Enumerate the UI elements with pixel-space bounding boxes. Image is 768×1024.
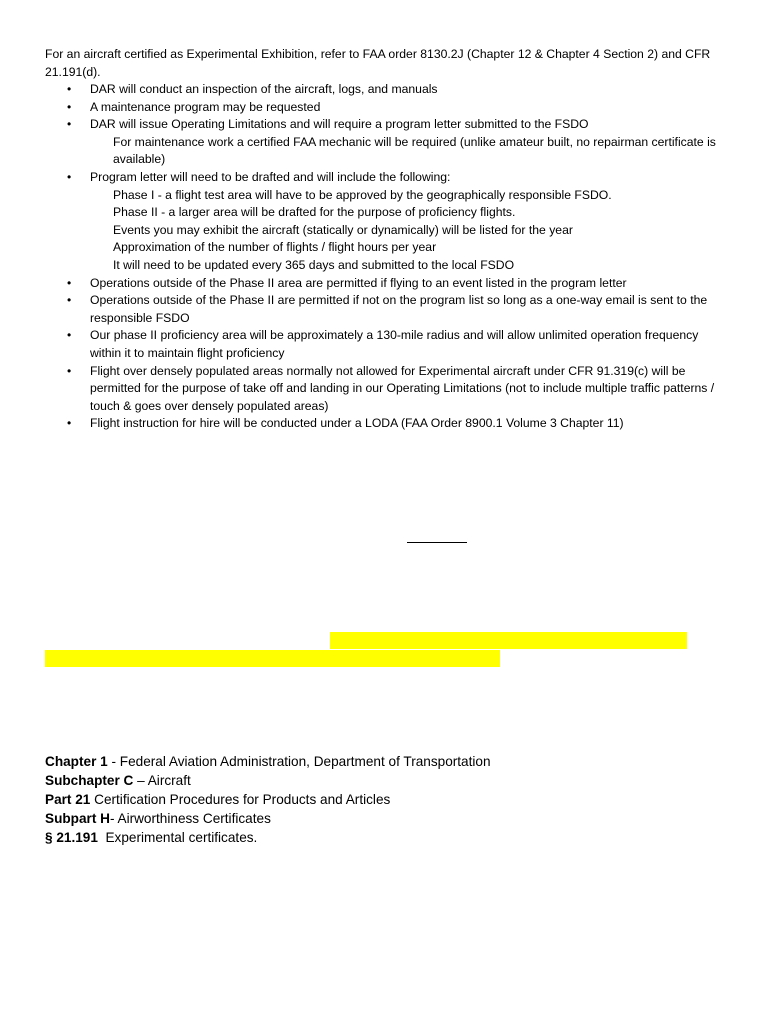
list-item [45, 292, 725, 327]
list-item [45, 99, 725, 117]
cfr-subpart-line [45, 809, 491, 828]
cfr-subchapter-line [45, 771, 491, 790]
list-item-text: Operations outside of the Phase II area are permitted if flying to an event listed in the program letter [90, 275, 627, 290]
list-item [45, 275, 725, 293]
sub-item-text: Events you may exhibit the aircraft (statically or dynamically) will be listed for the year [113, 222, 573, 237]
cfr-subchapter-text: – Aircraft [133, 773, 191, 788]
list-item [45, 81, 725, 99]
sub-item-text: Phase II - a larger area will be drafted for the purpose of proficiency flights. [113, 205, 516, 220]
list-item [45, 363, 725, 416]
bullet-glyph: • [67, 293, 72, 308]
bullet-glyph: • [67, 99, 72, 114]
list-item-text: Program letter will need to be drafted and will include the following: [90, 169, 451, 184]
highlight-bar [45, 650, 500, 667]
cfr-chapter-line [45, 752, 491, 771]
list-item-text: Flight instruction for hire will be conducted under a LODA (FAA Order 8900.1 Volume 3 Chapter 11) [90, 416, 624, 431]
highlight-bar [330, 632, 687, 649]
list-item-text: A maintenance program may be requested [90, 99, 321, 114]
list-item [45, 327, 725, 362]
sub-item-text: Approximation of the number of flights / flight hours per year [113, 240, 437, 255]
list-item-text: Flight over densely populated areas normally not allowed for Experimental aircraft under CFR 91.319(c) will be permitted for the purpose of take off and landing in our Operating Limitations (not to include multiple traffic patterns / touch & goes over densely populated areas) [90, 363, 715, 413]
sub-item-text: For maintenance work a certified FAA mechanic will be required (unlike amateur built, no repairman certificate is available) [113, 134, 716, 167]
list-item [45, 415, 725, 433]
requirements-list [45, 81, 725, 433]
sub-item-text: Phase I - a flight test area will have to be approved by the geographically responsible FSDO. [113, 187, 612, 202]
cfr-chapter-label: Chapter 1 [45, 754, 108, 769]
bullet-glyph: • [67, 82, 72, 96]
cfr-chapter-text: - Federal Aviation Administration, Department of Transportation [107, 754, 491, 769]
list-item-text: Operations outside of the Phase II are permitted if not on the program list so long as a one-way email is sent to the responsible FSDO [90, 293, 708, 325]
cfr-section-text: Experimental certificates. [97, 830, 258, 845]
cfr-reference-block [45, 752, 491, 847]
list-item-text: DAR will conduct an inspection of the aircraft, logs, and manuals [90, 82, 438, 96]
cfr-section-line [45, 828, 491, 847]
list-item-text: Our phase II proficiency area will be approximately a 130-mile radius and will allow unlimited operation frequency within it to maintain flight proficiency [90, 328, 699, 360]
cfr-part-label: Part 21 [45, 792, 91, 807]
cfr-subchapter-label: Subchapter C [45, 773, 134, 788]
list-item [45, 116, 725, 169]
list-item-text: DAR will issue Operating Limitations and will require a program letter submitted to the FSDO [90, 117, 589, 132]
cfr-section-label: § 21.191 [45, 830, 98, 845]
sub-item-text: It will need to be updated every 365 days and submitted to the local FSDO [113, 257, 515, 272]
cfr-part-line [45, 790, 491, 809]
bullet-glyph: • [67, 328, 72, 343]
list-item [45, 169, 725, 275]
cfr-subpart-text: - Airworthiness Certificates [109, 811, 271, 826]
bullet-glyph: • [67, 275, 72, 290]
bullet-glyph: • [67, 117, 72, 132]
cfr-subpart-label: Subpart H [45, 811, 110, 826]
cfr-part-text: Certification Procedures for Products and Articles [90, 792, 391, 807]
intro-paragraph: For an aircraft certified as Experimental Exhibition, refer to FAA order 8130.2J (Chapter 12 & Chapter 4 Section 2) and CFR 21.191(d). [45, 47, 711, 79]
underline-rule [407, 542, 467, 543]
bullet-glyph: • [67, 169, 72, 184]
bullet-glyph: • [67, 363, 72, 378]
bullet-glyph: • [67, 416, 72, 431]
